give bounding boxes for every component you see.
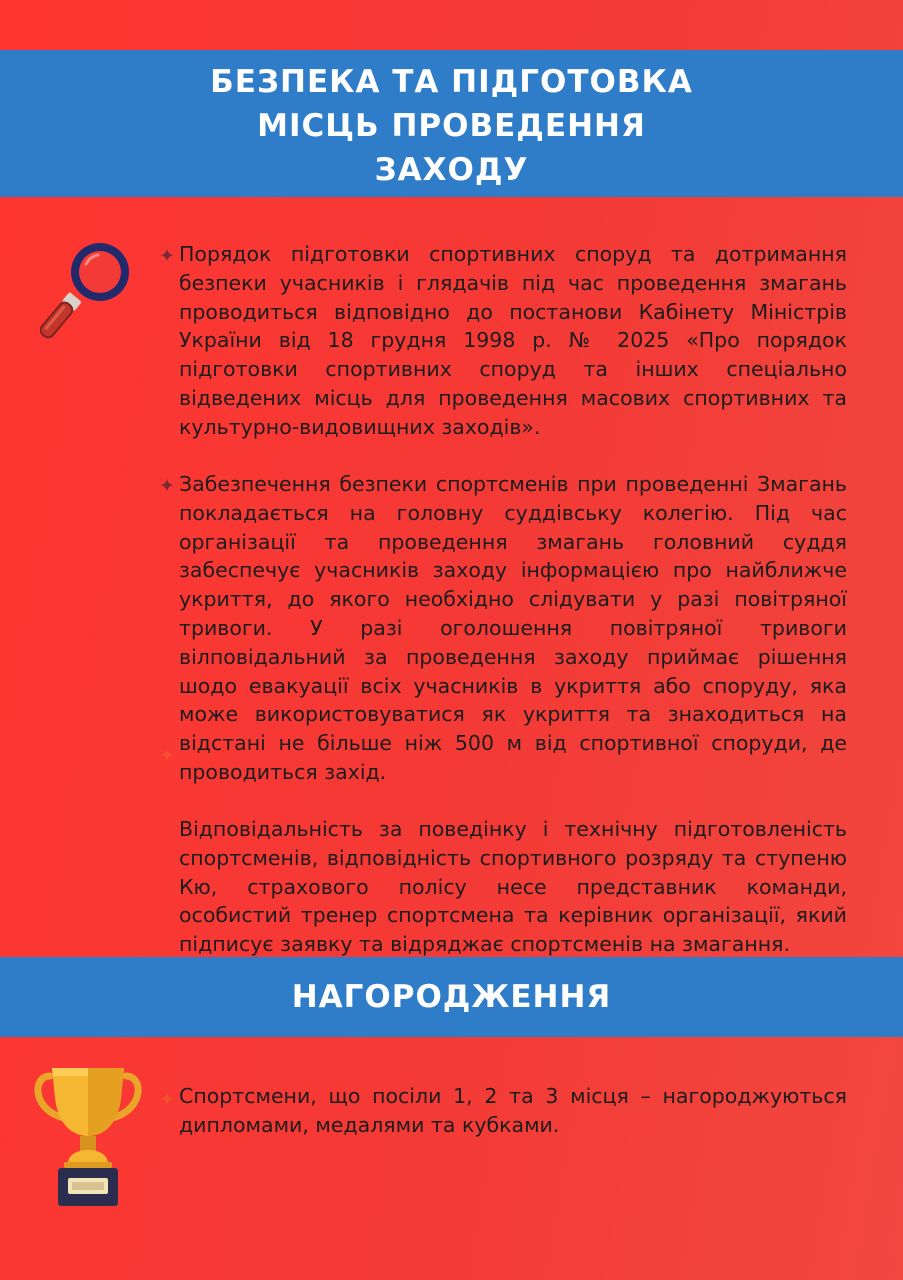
bullet-icon: ✦	[159, 245, 175, 267]
magnifier-icon	[40, 240, 140, 359]
bullet-icon: ✦	[159, 745, 175, 767]
trophy-icon	[28, 1062, 148, 1216]
awards-paragraph-1: Спортсмени, що посіли 1, 2 та 3 місця – нагороджуються дипломами, медалями та кубками.	[179, 1084, 847, 1137]
bullet-icon: ✦	[159, 475, 175, 497]
safety-paragraph-2: Забезпечення безпеки спортсменів при проведенні Змагань покладається на головну суддівську колегію. Під час організації та проведення змагань головний суддя забеспечує учасників заходу інформацією про найближче укриття, до якого необхідно слідувати у разі повітряної тривоги. У разі оголошення повітряної тривоги вілповідальний за проведення заходу приймає рішення шодо евакуації всіх учасників в укриття або споруду, яка може використовуватися як укриття та знаходиться на відстані не більше ніж 500 м від спортивної споруди, де проводиться захід.	[179, 472, 847, 784]
awards-section-title: НАГОРОДЖЕННЯ	[291, 979, 612, 1015]
safety-section-header	[0, 50, 903, 197]
safety-paragraph-1: Порядок підготовки спортивних споруд та дотримання безпеки учасників і глядачів під час проведення змагань проводиться відповідно до постанови Кабінету Міністрів України від 18 грудня 1998 р. № 2025 «Про порядок підготовки спортивних споруд та інших спеціально відведених місць для проведення масових спортивних та культурно-видовищних заходів».	[179, 242, 847, 439]
safety-section-title	[0, 60, 903, 192]
bullet-icon: ✦	[159, 1089, 175, 1111]
safety-paragraph-3: Відповідальність за поведінку і технічну підготовленість спортсменів, відповідність спортивного розряду та ступеню Кю, страхового полісу несе представник команди, особистий тренер спортсмена та керівник організації, який підписує заявку та відряджає спортсменів на змагання.	[179, 817, 847, 957]
safety-title-line-1: БЕЗПЕКА ТА ПІДГОТОВКА	[210, 64, 693, 100]
awards-section-header	[0, 957, 903, 1037]
safety-title-line-3: ЗАХОДУ	[374, 152, 529, 188]
safety-title-line-2: МІСЦЬ ПРОВЕДЕННЯ	[257, 108, 646, 144]
